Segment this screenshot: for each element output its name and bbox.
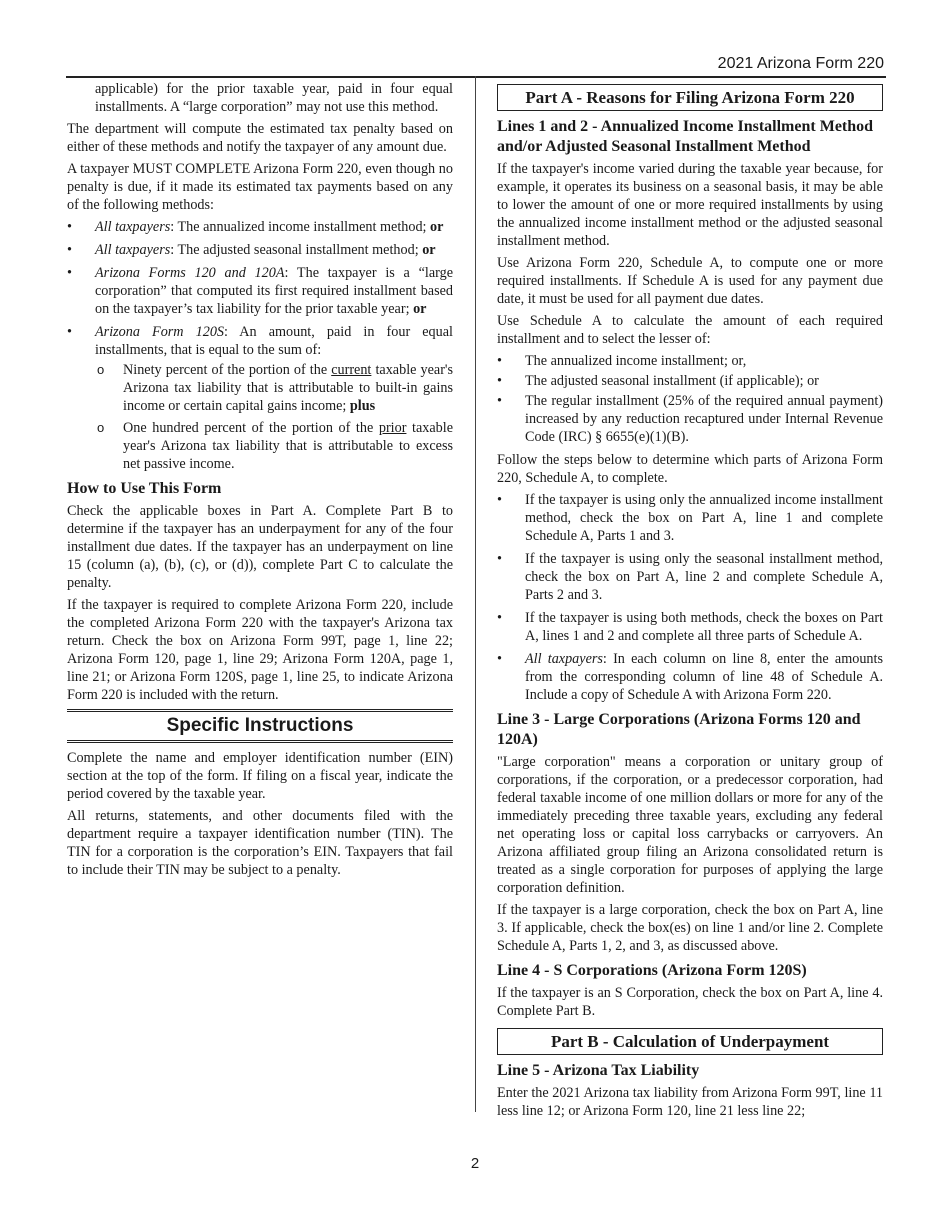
lines-1-2-heading: Lines 1 and 2 - Annualized Income Installment Method and/or Adjusted Seasonal Installment Method	[497, 118, 874, 155]
line-5-paragraph: Enter the 2021 Arizona tax liability from Arizona Form 99T, line 11 less line 12; or Arizona Form 120, line 21 less line 22;	[497, 1085, 883, 1119]
line-3-heading: Line 3 - Large Corporations (Arizona Forms 120 and 120A)	[497, 711, 861, 748]
methods-list	[67, 218, 453, 473]
part-a-heading: Part A - Reasons for Filing Arizona Form 220	[497, 84, 883, 111]
line-3-paragraph-1: "Large corporation" means a corporation or unitary group of corporations, if the corporation, or a predecessor corporation, had federal taxable income of one million dollars or more for any of the immediately preceding three taxable years, excluding any federal net operating loss or capital loss carrybacks or carryovers. An Arizona affiliated group filing an Arizona consolidated return is treated as a single corporation for purposes of applying the large corporation definition.	[497, 754, 883, 896]
list-item: • If the taxpayer is using only the annualized income installment method, check the box on Part A, line 1 and complete Schedule A, Parts 1 and 3.	[497, 491, 883, 545]
penalty-paragraph: The department will compute the estimated tax penalty based on either of these methods and notify the taxpayer of any amount due.	[67, 121, 453, 155]
steps-list	[497, 491, 883, 704]
how-to-use-heading: How to Use This Form	[67, 480, 222, 497]
list-item: • Arizona Form 120S: An amount, paid in four equal installments, that is equal to the sum of: o Ninety percent of the portion of the current taxable year's Arizona tax liability that is attributable to built-in gains income or certain capital gains income; plus o One hundred percent of the portion of the prior taxable year's Arizona tax liability that is attributable to excess net passive income.	[67, 323, 453, 473]
intro-continuation: applicable) for the prior taxable year, paid in four equal installments. A “large corporation” may not use this method.	[95, 81, 453, 115]
left-column	[67, 80, 453, 883]
line-5-heading: Line 5 - Arizona Tax Liability	[497, 1062, 700, 1079]
list-item: • All taxpayers: The adjusted seasonal installment method; or	[67, 241, 453, 259]
line-3-paragraph-2: If the taxpayer is a large corporation, check the box on Part A, line 3. If applicable, check the box(es) on line 1 and/or line 2. Complete Schedule A, Parts 1, 2, and 3, as discussed above.	[497, 902, 883, 954]
part-b-heading: Part B - Calculation of Underpayment	[497, 1028, 883, 1055]
line-4-paragraph: If the taxpayer is an S Corporation, check the box on Part A, line 4. Complete Part B.	[497, 985, 883, 1019]
how-paragraph-1: Check the applicable boxes in Part A. Complete Part B to determine if the taxpayer has an underpayment for any of the four installment due dates. If the taxpayer has an underpayment on line 15 (column (a), (b), (c), or (d)), complete Part C to calculate the penalty.	[67, 503, 453, 591]
lines-1-2-paragraph-3: Use Schedule A to calculate the amount of each required installment and to select the lesser of:	[497, 313, 883, 347]
lines-1-2-paragraph-1: If the taxpayer's income varied during the taxable year because, for example, it operates its business on a seasonal basis, it may be able to lower the amount of one or more required installments by using the annualized income installment method or the adjusted seasonal installment method.	[497, 161, 883, 249]
list-item: • If the taxpayer is using both methods, check the boxes on Part A, lines 1 and 2 and complete all three parts of Schedule A.	[497, 609, 883, 645]
lines-1-2-paragraph-2: Use Arizona Form 220, Schedule A, to compute one or more required installments. If Schedule A is used for any payment due date, it must be used for all payment due dates.	[497, 255, 883, 307]
how-paragraph-2: If the taxpayer is required to complete Arizona Form 220, include the completed Arizona Form 220 with the taxpayer's Arizona tax return. Check the box on Arizona Form 99T, page 1, line 22; Arizona Form 120, page 1, line 29; Arizona Form 120A, page 1, line 21; or Arizona Form 120S, page 1, line 25, to indicate Arizona Form 220 is included with the return.	[67, 597, 453, 703]
specific-instructions-heading: Specific Instructions	[67, 709, 453, 743]
list-item: • If the taxpayer is using only the seasonal installment method, check the box on Part A, line 2 and complete Schedule A, Parts 2 and 3.	[497, 550, 883, 604]
list-item: • All taxpayers: In each column on line 8, enter the amounts from the corresponding column of line 48 of Schedule A. Include a copy of Schedule A with Arizona Form 220.	[497, 650, 883, 704]
list-item: • All taxpayers: The annualized income installment method; or	[67, 218, 453, 236]
column-divider	[475, 76, 476, 1112]
list-item: • The adjusted seasonal installment (if applicable); or	[497, 372, 883, 390]
sub-list	[95, 361, 453, 473]
right-column	[497, 80, 883, 1124]
list-item: • The regular installment (25% of the required annual payment) increased by any reduction recaptured under Internal Revenue Code (IRC) § 6655(e)(1)(B).	[497, 392, 883, 446]
list-item: • Arizona Forms 120 and 120A: The taxpayer is a “large corporation” that computed its first required installment based on the taxpayer’s tax liability for the prior taxable year; or	[67, 264, 453, 318]
follow-steps-paragraph: Follow the steps below to determine which parts of Arizona Form 220, Schedule A, to complete.	[497, 452, 883, 486]
top-rule	[66, 76, 886, 78]
must-complete-paragraph: A taxpayer MUST COMPLETE Arizona Form 220, even though no penalty is due, if it made its estimated tax payments based on any of the following methods:	[67, 161, 453, 213]
list-item: • The annualized income installment; or,	[497, 352, 883, 370]
specific-paragraph-1: Complete the name and employer identification number (EIN) section at the top of the form. If filing on a fiscal year, indicate the period covered by the taxable year.	[67, 750, 453, 802]
sub-list-item: o Ninety percent of the portion of the current taxable year's Arizona tax liability that is attributable to built-in gains income or certain capital gains income; plus	[95, 361, 453, 415]
line-4-heading: Line 4 - S Corporations (Arizona Form 120S)	[497, 962, 807, 979]
page-number: 2	[470, 1155, 480, 1172]
lesser-of-list	[497, 352, 883, 446]
form-title-header: 2021 Arizona Form 220	[717, 55, 884, 72]
specific-paragraph-2: All returns, statements, and other documents filed with the department require a taxpayer identification number (TIN). The TIN for a corporation is the corporation’s EIN. Taxpayers that fail to include their TIN may be subject to a penalty.	[67, 808, 453, 878]
sub-list-item: o One hundred percent of the portion of the prior taxable year's Arizona tax liability that is attributable to excess net passive income.	[95, 419, 453, 473]
